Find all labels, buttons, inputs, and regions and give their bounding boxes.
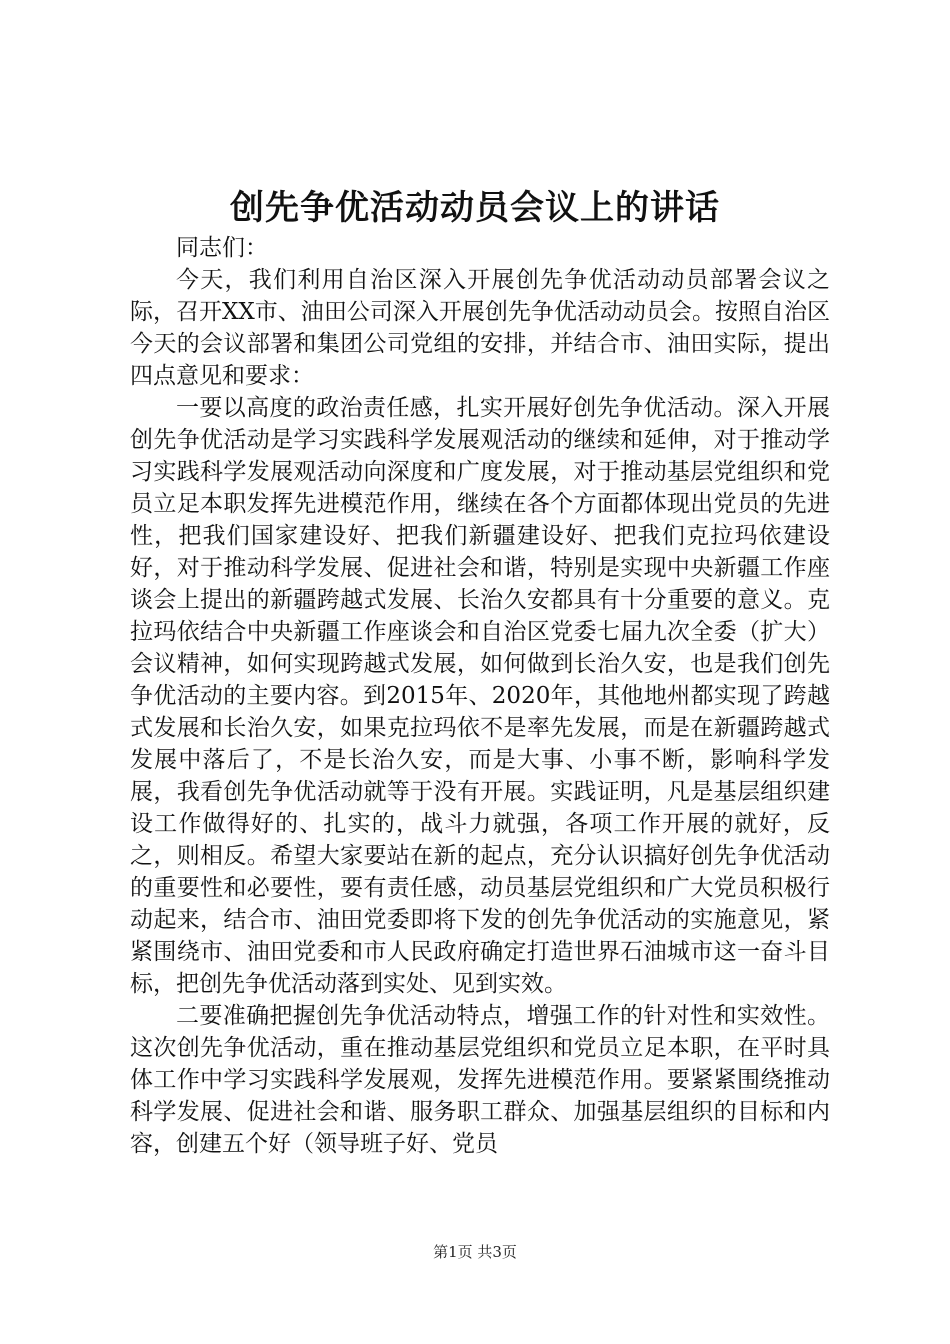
paragraph-point-two: 二要准确把握创先争优活动特点，增强工作的针对性和实效性。这次创先争优活动，重在推动基层党组织和党员立足本职，在平时具体工作中学习实践科学发展观，发挥先进模范作用。要紧紧围绕推动科学发展、促进社会和谐、服务职工群众、加强基层组织的目标和内容，创建五个好（领导班子好、党员 <box>130 1003 830 1157</box>
salutation: 同志们： <box>176 235 268 261</box>
document-title: 创先争优活动动员会议上的讲话 <box>230 188 720 228</box>
paragraph-intro: 今天，我们利用自治区深入开展创先争优活动动员部署会议之际，召开XX市、油田公司深入开展创先争优活动动员会。按照自治区今天的会议部署和集团公司党组的安排，并结合市、油田实际，提出四点意见和要求： <box>130 267 830 389</box>
page-footer: 第1页 共3页 <box>433 1243 517 1261</box>
paragraph-point-one: 一要以高度的政治责任感，扎实开展好创先争优活动。深入开展创先争优活动是学习实践科学发展观活动的继续和延伸，对于推动学习实践科学发展观活动向深度和广度发展，对于推动基层党组织和党员立足本职发挥先进模范作用，继续在各个方面都体现出党员的先进性，把我们国家建设好、把我们新疆建设好、把我们克拉玛依建设好，对于推动科学发展、促进社会和谐，特别是实现中央新疆工作座谈会上提出的新疆跨越式发展、长治久安都具有十分重要的意义。克拉玛依结合中央新疆工作座谈会和自治区党委七届九次全委（扩大）会议精神，如何实现跨越式发展，如何做到长治久安，也是我们创先争优活动的主要内容。到2015年、2020年，其他地州都实现了跨越式发展和长治久安，如果克拉玛依不是率先发展，而是在新疆跨越式发展中落后了，不是长治久安，而是大事、小事不断，影响科学发展，我看创先争优活动就等于没有开展。实践证明，凡是基层组织建设工作做得好的、扎实的，战斗力就强，各项工作开展的就好，反之，则相反。希望大家要站在新的起点，充分认识搞好创先争优活动的重要性和必要性，要有责任感，动员基层党组织和广大党员积极行动起来，结合市、油田党委即将下发的创先争优活动的实施意见，紧紧围绕市、油田党委和市人民政府确定打造世界石油城市这一奋斗目标，把创先争优活动落到实处、见到实效。 <box>130 395 830 997</box>
document-body <box>130 232 830 1160</box>
